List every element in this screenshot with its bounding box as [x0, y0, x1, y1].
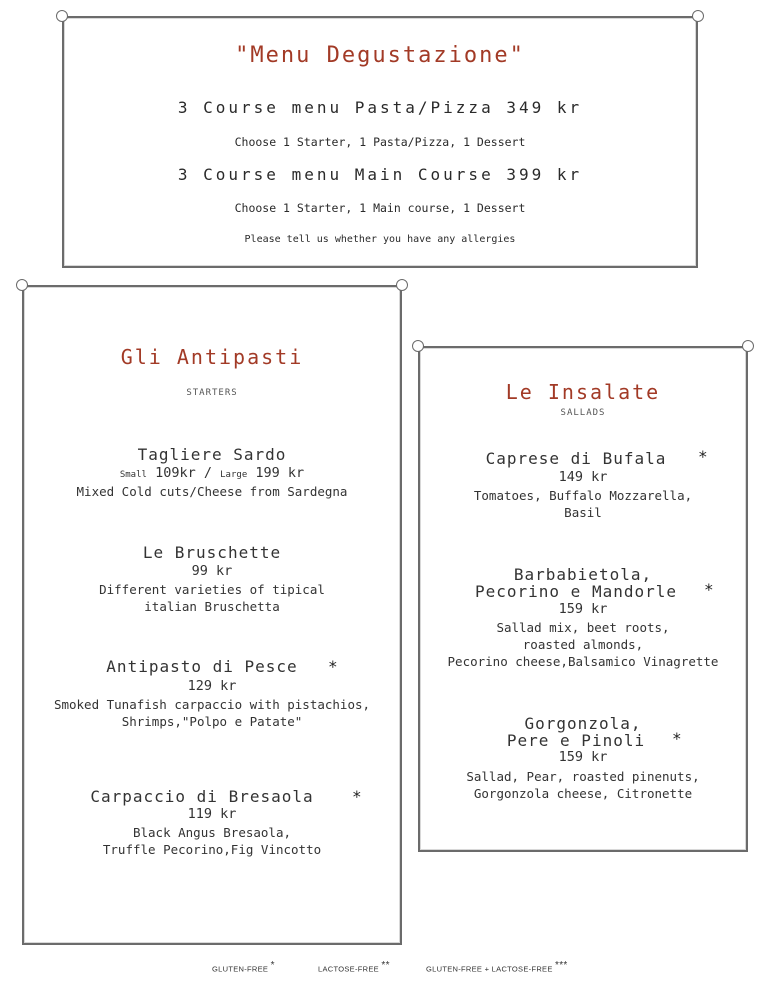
dish-price: 119 kr — [187, 806, 237, 822]
dish-name: Pecorino e Mandorle — [474, 582, 678, 601]
legend-lactose-label: LACTOSE-FREE — [318, 964, 379, 974]
gluten-free-mark: * — [328, 657, 338, 676]
menu-title: "Menu Degustazione" — [235, 43, 525, 68]
header-frame — [62, 16, 698, 268]
dish-price: 129 kr — [187, 678, 237, 694]
dish-description: Truffle Pecorino,Fig Vincotto — [102, 842, 322, 857]
allergy-note: Please tell us whether you have any allergies — [244, 234, 516, 245]
antipasti-frame — [22, 285, 402, 945]
dish-description: Basil — [564, 505, 602, 520]
legend-lactose-mark: ** — [381, 960, 390, 971]
dish-name: Barbabietola, — [513, 565, 653, 584]
dish-description: Sallad mix, beet roots, — [496, 620, 670, 635]
dish-price: 159 kr — [558, 601, 608, 617]
dish-description: Mixed Cold cuts/Cheese from Sardegna — [76, 484, 348, 499]
dish-name: Caprese di Bufala — [485, 449, 667, 468]
insalate-frame — [418, 346, 748, 852]
dish-description: Smoked Tunafish carpaccio with pistachios, — [53, 697, 371, 712]
legend-gluten-free — [212, 960, 275, 974]
gluten-free-mark: * — [352, 787, 362, 806]
legend-both-label: GLUTEN-FREE + LACTOSE-FREE — [426, 964, 553, 974]
dish-description: Shrimps,"Polpo e Patate" — [121, 714, 303, 729]
antipasti-subtitle: STARTERS — [186, 388, 238, 398]
insalate-title: Le Insalate — [505, 380, 661, 404]
size-label-small: Small — [119, 470, 147, 480]
legend-both-mark: *** — [555, 960, 568, 971]
dish-description: Pecorino cheese,Balsamico Vinagrette — [447, 654, 719, 669]
menu1-line: 3 Course menu Pasta/Pizza 349 kr — [177, 98, 583, 117]
legend-gluten-mark: * — [270, 960, 275, 971]
gluten-free-mark: * — [672, 729, 682, 748]
gluten-free-mark: * — [698, 447, 708, 466]
insalate-subtitle: SALLADS — [560, 408, 606, 418]
antipasti-title: Gli Antipasti — [120, 345, 304, 369]
menu2-line: 3 Course menu Main Course 399 kr — [177, 165, 583, 184]
dish-description: Black Angus Bresaola, — [132, 825, 292, 840]
dish-name: Le Bruschette — [142, 543, 282, 562]
dish-name: Gorgonzola, — [524, 714, 642, 733]
dish-name: Pere e Pinoli — [506, 731, 646, 750]
price-small: 109kr — [155, 465, 196, 481]
menu2-note: Choose 1 Starter, 1 Main course, 1 Dessert — [234, 201, 526, 215]
dish-price — [24, 465, 400, 481]
dish-price: 159 kr — [558, 749, 608, 765]
dish-price: 99 kr — [191, 563, 233, 579]
dish-description: Different varieties of tipical — [99, 582, 325, 597]
size-label-large: Large — [220, 470, 248, 480]
dish-description: italian Bruschetta — [144, 599, 280, 614]
gluten-free-mark: * — [704, 580, 714, 599]
dish-description: Gorgonzola cheese, Citronette — [473, 786, 693, 801]
dish-name: Antipasto di Pesce — [106, 657, 298, 676]
dish-name: Tagliere Sardo — [137, 445, 287, 464]
price-large: 199 kr — [255, 465, 305, 481]
legend-both-free — [426, 960, 568, 974]
dish-price: 149 kr — [558, 469, 608, 485]
dish-name: Carpaccio di Bresaola — [90, 787, 314, 806]
dish-description: roasted almonds, — [522, 637, 644, 652]
dish-description: Sallad, Pear, roasted pinenuts, — [466, 769, 700, 784]
menu1-note: Choose 1 Starter, 1 Pasta/Pizza, 1 Dessert — [234, 135, 526, 149]
legend-lactose-free — [318, 960, 390, 974]
price-separator: / — [203, 465, 212, 481]
dish-description: Tomatoes, Buffalo Mozzarella, — [473, 488, 693, 503]
legend-gluten-label: GLUTEN-FREE — [212, 964, 269, 974]
